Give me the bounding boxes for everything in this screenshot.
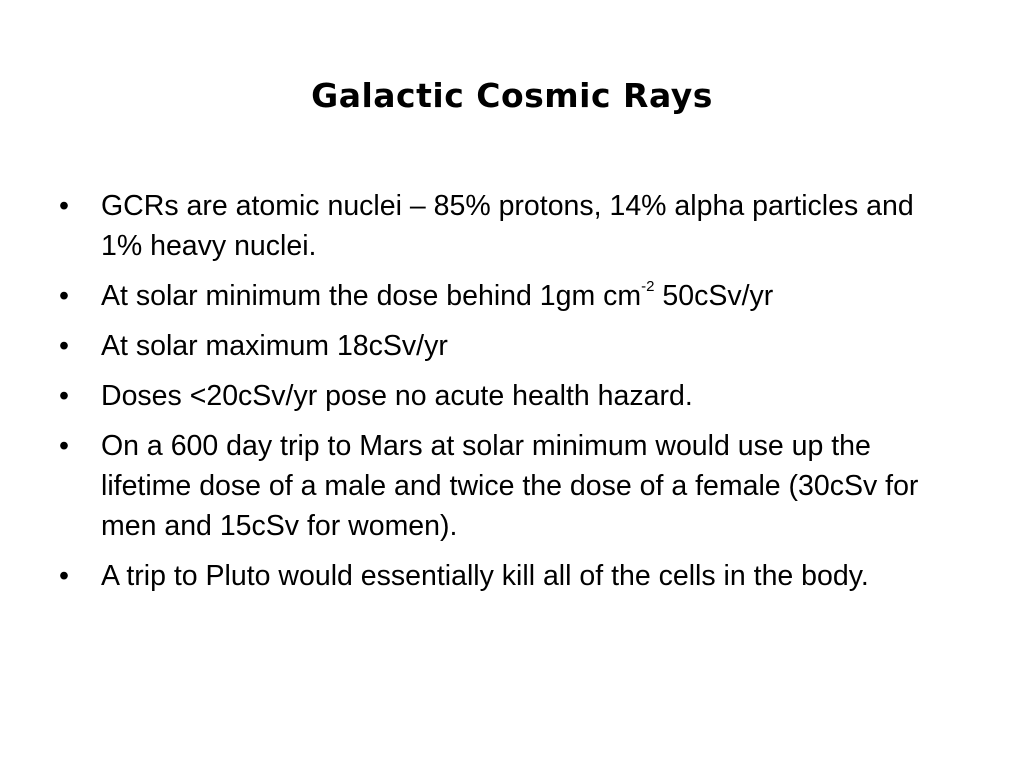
bullet-item xyxy=(58,376,958,416)
bullet-item xyxy=(58,326,958,366)
bullet-dot-icon: • xyxy=(59,380,69,412)
bullet-list xyxy=(58,186,958,606)
bullet-item xyxy=(58,276,958,316)
bullet-text-main: At solar minimum the dose behind 1gm cm xyxy=(101,280,642,312)
bullet-text: At solar maximum 18cSv/yr xyxy=(101,330,448,362)
bullet-dot-icon: • xyxy=(59,330,69,362)
bullet-text: GCRs are atomic nuclei – 85% protons, 14% alpha particles and 1% heavy nuclei. xyxy=(101,190,914,262)
bullet-text: A trip to Pluto would essentially kill all of the cells in the body. xyxy=(101,560,869,592)
bullet-dot-icon: • xyxy=(59,190,69,222)
bullet-text-tail: 50cSv/yr xyxy=(654,280,774,312)
bullet-text: On a 600 day trip to Mars at solar minimum would use up the lifetime dose of a male and twice the dose of a female (30cSv for men and 15cSv for women). xyxy=(101,430,919,542)
bullet-text-superscript: -2 xyxy=(641,278,655,295)
bullet-item xyxy=(58,426,958,546)
bullet-dot-icon: • xyxy=(59,560,69,592)
bullet-item xyxy=(58,186,958,266)
bullet-dot-icon: • xyxy=(59,430,69,462)
bullet-item xyxy=(58,556,958,596)
slide-title: Galactic Cosmic Rays xyxy=(311,76,713,115)
bullet-dot-icon: • xyxy=(59,280,69,312)
bullet-text: Doses <20cSv/yr pose no acute health hazard. xyxy=(101,380,693,412)
